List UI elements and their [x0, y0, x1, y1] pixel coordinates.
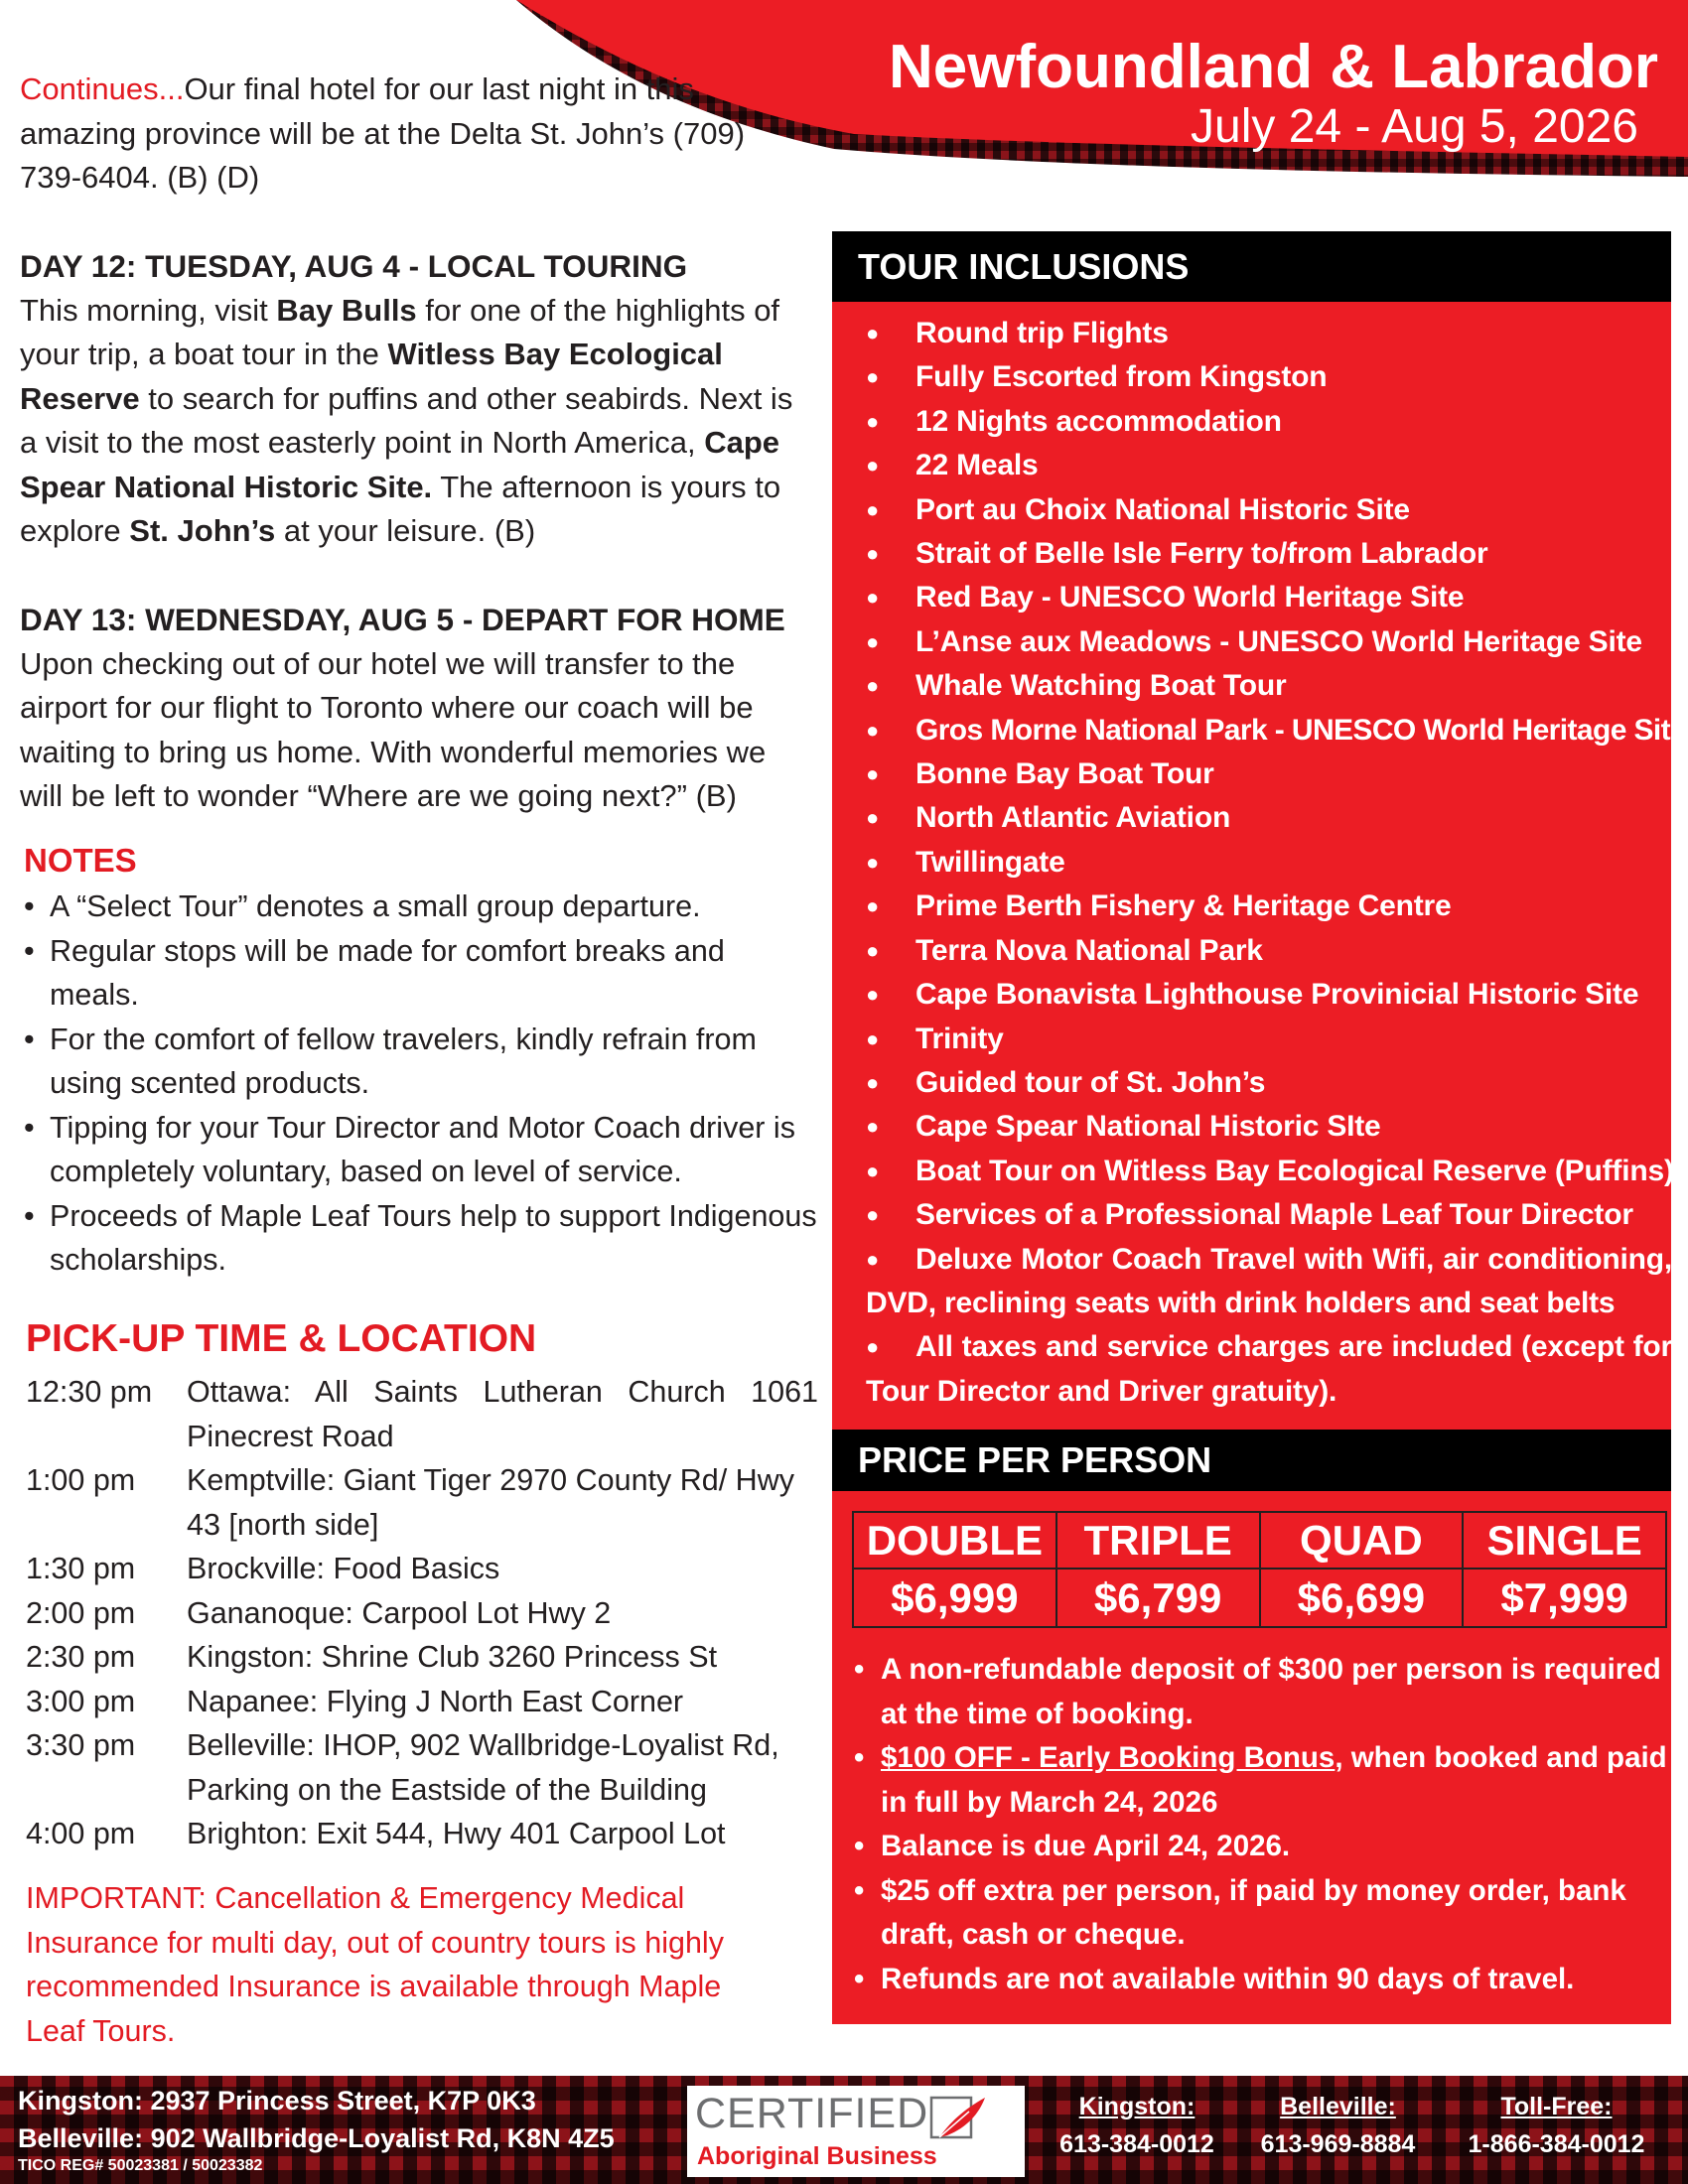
inclusion-item: ● Cape Spear National Historic SIte — [866, 1105, 1672, 1149]
inclusion-item: ● Gros Morne National Park - UNESCO World Heritage Site — [866, 709, 1672, 752]
certified-aboriginal-logo — [687, 2086, 1025, 2177]
day-12-bold-place: Bay Bulls — [276, 292, 417, 328]
inclusion-item: ● Terra Nova National Park — [866, 929, 1672, 973]
belleville-phone-label: Belleville: — [1280, 2093, 1396, 2120]
day-12-text-part: The afternoon is yours to explore — [20, 469, 781, 548]
day-12-text — [20, 289, 814, 554]
price-label-row — [853, 1512, 1666, 1569]
inclusions-title: TOUR INCLUSIONS — [832, 231, 1671, 302]
day-12-text-part: to search for puffins and other seabirds. Next is a visit to the most easterly point in North America, — [20, 380, 793, 460]
note-item: • Proceeds of Maple Leaf Tours help to support Indigenous scholarships. — [24, 1194, 818, 1283]
pickup-row — [26, 1370, 820, 1458]
price-table — [852, 1511, 1667, 1628]
pickup-time: 2:30 pm — [26, 1640, 136, 1674]
pickup-time: 3:30 pm — [26, 1728, 136, 1762]
day-12-bold-place: St. John’s — [129, 513, 276, 548]
price-single: $7,999 — [1463, 1569, 1666, 1627]
kingston-phone-label: Kingston: — [1078, 2093, 1196, 2120]
pickup-time: 12:30 pm — [26, 1375, 153, 1409]
pickup-row — [26, 1680, 820, 1724]
day-13-text: Upon checking out of our hotel we will transfer to the airport for our flight to Toronto where our coach will be waiting to bring us home. With wonderful memories we will be left to wonder “Where are we going next?” (B) — [20, 645, 767, 813]
note-item: • Tipping for your Tour Director and Motor Coach driver is completely voluntary, based on level of service. — [24, 1106, 818, 1194]
price-value-row — [853, 1569, 1666, 1627]
inclusion-item: ● 22 Meals — [866, 444, 1672, 487]
tollfree-phone[interactable]: 1-866-384-0012 — [1468, 2130, 1645, 2158]
cert-line-2: Aboriginal Business — [697, 2142, 937, 2170]
inclusion-item: ● Boat Tour on Witless Bay Ecological Reserve (Puffins) — [866, 1150, 1672, 1193]
pickup-time: 1:30 pm — [26, 1552, 136, 1585]
intro-text: Our final hotel for our last night in this amazing province will be at the Delta St. John’s (709) 739-6404. (B) (D) — [20, 71, 746, 195]
day-12-section — [20, 244, 814, 554]
notes-title: NOTES — [24, 842, 137, 879]
kingston-address: Kingston: 2937 Princess Street, K7P 0K3 — [18, 2086, 536, 2116]
pickup-row — [26, 1723, 820, 1812]
day-12-bold-place: Cape Spear National Historic Site. — [20, 425, 779, 504]
inclusion-item: ● 12 Nights accommodation — [866, 400, 1672, 444]
pickup-row — [26, 1812, 820, 1856]
pickup-row — [26, 1591, 820, 1636]
insurance-notice: IMPORTANT: Cancellation & Emergency Medical Insurance for multi day, out of country tours is highly recommended Insurance is available through Maple Leaf Tours. — [26, 1881, 724, 2048]
day-12-heading: DAY 12: TUESDAY, AUG 4 - LOCAL TOURING — [20, 248, 688, 284]
pickup-row — [26, 1635, 820, 1680]
inclusion-item: ● Round trip Flights — [866, 312, 1672, 355]
tollfree-phone-block — [1445, 2088, 1668, 2163]
inclusion-item: ● Red Bay - UNESCO World Heritage Site — [866, 576, 1672, 619]
kingston-phone[interactable]: 613-384-0012 — [1059, 2130, 1214, 2158]
term-early-booking — [854, 1736, 1668, 1825]
pickup-location: Ottawa: All Saints Lutheran Church 1061 Pinecrest Road — [187, 1375, 818, 1453]
note-item: • For the comfort of fellow travelers, kindly refrain from using scented products. — [24, 1018, 818, 1106]
pickup-row — [26, 1547, 820, 1591]
day-12-bold-place: Witless Bay Ecological Reserve — [20, 337, 723, 416]
inclusion-item: ● Strait of Belle Isle Ferry to/from Labrador — [866, 532, 1672, 576]
day-12-text-part: This morning, visit — [20, 292, 277, 328]
pickup-location: Gananoque: Carpool Lot Hwy 2 — [187, 1595, 612, 1630]
price-quad: $6,699 — [1260, 1569, 1464, 1627]
inclusion-item: ● Guided tour of St. John’s — [866, 1061, 1672, 1105]
price-triple: $6,799 — [1056, 1569, 1260, 1627]
inclusions-list — [866, 312, 1687, 1414]
early-booking-detail: , when booked and paid in full by March 24, 2026 — [881, 1741, 1667, 1819]
room-type-single: SINGLE — [1463, 1512, 1666, 1569]
intro-paragraph — [20, 68, 814, 201]
inclusion-item: ● L’Anse aux Meadows - UNESCO World Heritage Site — [866, 620, 1672, 664]
term-deposit: • A non-refundable deposit of $300 per person is required at the time of booking. — [854, 1648, 1668, 1736]
inclusion-item: ● Cape Bonavista Lighthouse Provinicial Historic Site — [866, 973, 1672, 1017]
footer — [0, 2076, 1688, 2184]
room-type-triple: TRIPLE — [1056, 1512, 1260, 1569]
day-12-text-part: for one of the highlights of your trip, a boat tour in the — [20, 292, 780, 371]
pickup-location: Brockville: Food Basics — [187, 1552, 500, 1585]
price-double: $6,999 — [853, 1569, 1056, 1627]
day-13-heading: DAY 13: WEDNESDAY, AUG 5 - DEPART FOR HOME — [20, 602, 785, 637]
inclusion-item: ● All taxes and service charges are included (except for Tour Director and Driver gratuity). — [866, 1325, 1672, 1414]
pickup-location: Kemptville: Giant Tiger 2970 County Rd/ Hwy 43 [north side] — [187, 1463, 794, 1542]
pickup-section — [26, 1314, 820, 1856]
cert-line-1: CERTIFIED — [695, 2090, 929, 2137]
booking-terms — [854, 1648, 1668, 2001]
inclusion-item: ● Deluxe Motor Coach Travel with Wifi, air conditioning, DVD, reclining seats with drink holders and seat belts — [866, 1238, 1672, 1326]
price-title: PRICE PER PERSON — [832, 1430, 1671, 1491]
tour-dates: July 24 - Aug 5, 2026 — [1191, 100, 1638, 153]
footer-addresses — [18, 2082, 673, 2157]
belleville-address: Belleville: 902 Wallbridge-Loyalist Rd, K8N 4Z5 — [18, 2123, 615, 2153]
pickup-time: 2:00 pm — [26, 1595, 136, 1630]
note-item: • Regular stops will be made for comfort breaks and meals. — [24, 929, 818, 1018]
notes-list — [24, 885, 818, 1283]
inclusion-item: ● Trinity — [866, 1018, 1672, 1061]
pickup-time: 4:00 pm — [26, 1817, 136, 1850]
pickup-time: 3:00 pm — [26, 1684, 136, 1718]
pickup-location: Belleville: IHOP, 902 Wallbridge-Loyalist Rd, Parking on the Eastside of the Building — [187, 1728, 779, 1807]
inclusion-item: ● Twillingate — [866, 841, 1672, 885]
inclusion-item: ● Services of a Professional Maple Leaf Tour Director — [866, 1193, 1672, 1237]
tico-registration: TICO REG# 50023381 / 50023382 — [18, 2157, 263, 2174]
note-item: • A “Select Tour” denotes a small group departure. — [24, 885, 818, 929]
belleville-phone-block — [1241, 2088, 1435, 2163]
term-balance: • Balance is due April 24, 2026. — [854, 1825, 1668, 1869]
day-13-section — [20, 598, 814, 819]
inclusion-item: ● Port au Choix National Historic Site — [866, 488, 1672, 532]
notes-section — [24, 839, 818, 1283]
page-title: Newfoundland & Labrador — [889, 33, 1658, 101]
tollfree-phone-label: Toll-Free: — [1500, 2093, 1613, 2120]
inclusion-item: ● Whale Watching Boat Tour — [866, 664, 1672, 708]
pickup-location: Napanee: Flying J North East Corner — [187, 1684, 684, 1718]
kingston-phone-block — [1043, 2088, 1231, 2163]
room-type-quad: QUAD — [1260, 1512, 1464, 1569]
term-discount: • $25 off extra per person, if paid by money order, bank draft, cash or cheque. — [854, 1869, 1668, 1958]
inclusion-item: ● Prime Berth Fishery & Heritage Centre — [866, 885, 1672, 928]
continues-label: Continues... — [20, 71, 185, 106]
day-12-text-part: at your leisure. (B) — [275, 513, 536, 548]
term-refunds: • Refunds are not available within 90 days of travel. — [854, 1958, 1668, 2002]
pickup-title: PICK-UP TIME & LOCATION — [26, 1317, 537, 1360]
pickup-row — [26, 1458, 820, 1547]
room-type-double: DOUBLE — [853, 1512, 1056, 1569]
inclusion-item: ● Bonne Bay Boat Tour — [866, 752, 1672, 796]
inclusion-item: ● Fully Escorted from Kingston — [866, 355, 1672, 399]
pickup-location: Brighton: Exit 544, Hwy 401 Carpool Lot — [187, 1817, 726, 1850]
pickup-location: Kingston: Shrine Club 3260 Princess St — [187, 1640, 718, 1674]
early-booking-bonus: $100 OFF - Early Booking Bonus — [881, 1741, 1336, 1774]
feather-icon — [929, 2094, 989, 2145]
inclusion-item: ● North Atlantic Aviation — [866, 796, 1672, 840]
pickup-time: 1:00 pm — [26, 1463, 136, 1497]
belleville-phone[interactable]: 613-969-8884 — [1260, 2130, 1416, 2158]
